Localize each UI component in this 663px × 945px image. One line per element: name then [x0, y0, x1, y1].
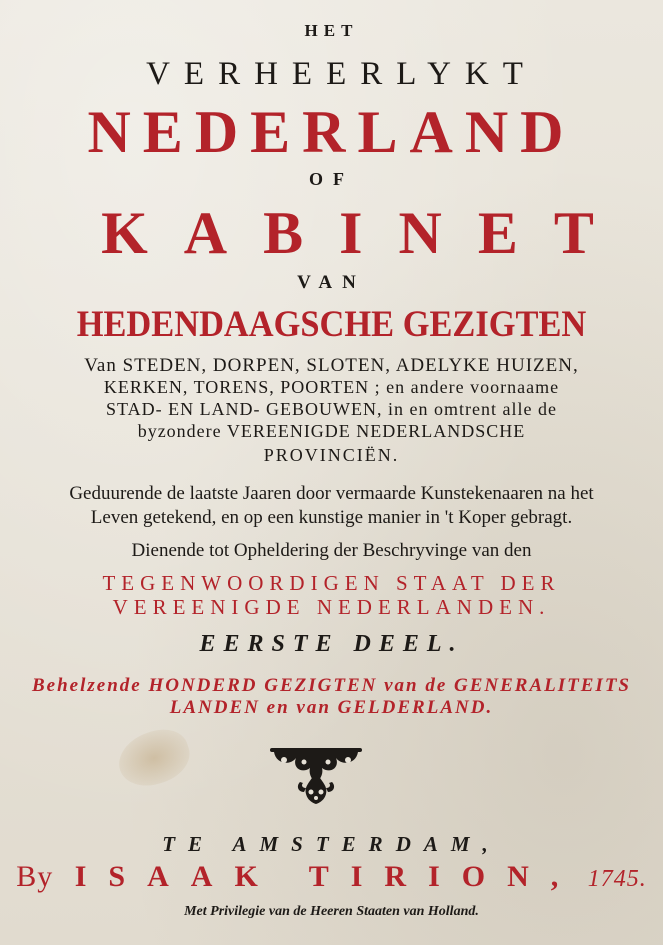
subtitle-line: KERKEN, TORENS, POORTEN ; en andere voornaame	[103, 377, 560, 397]
title-verheerlykt: VERHEERLYKT	[146, 56, 537, 92]
printers-ornament-icon	[266, 742, 366, 808]
title-nederland: NEDERLAND	[87, 99, 576, 165]
behelzende-line: Behelzende HONDERD GEZIGTEN van de GENERALITEITS	[32, 675, 631, 696]
title-of: OF	[309, 169, 354, 189]
imprint-year: 1745.	[587, 866, 647, 892]
eerste-deel: EERSTE DEEL.	[199, 631, 464, 657]
geduurende-line: Geduurende de laatste Jaaren door vermaarde Kunstekenaaren na het	[69, 483, 594, 504]
paper-stain	[112, 722, 197, 794]
subtitle-line: STAD- EN LAND- GEBOUWEN, in en omtrent alle de	[106, 399, 557, 419]
title-het: HET	[304, 21, 359, 40]
dienende-line: Dienende tot Opheldering der Beschryvinge van den	[131, 540, 532, 561]
subtitle-line: Van STEDEN, DORPEN, SLOTEN, ADELYKE HUIZEN,	[84, 355, 579, 376]
imprint-by: By	[16, 860, 54, 893]
imprint-line	[0, 862, 663, 892]
tegenwoordigen-line: VEREENIGDE NEDERLANDEN.	[112, 595, 551, 619]
title-kabinet: KABINET	[101, 200, 630, 266]
behelzende-line: LANDEN en van GELDERLAND.	[169, 697, 494, 718]
privilege-line: Met Privilegie van de Heeren Staaten van Holland.	[184, 904, 479, 919]
title-hedendaagsche-gezigten: HEDENDAAGSCHE GEZIGTEN	[76, 304, 587, 345]
subtitle-line: byzondere VEREENIGDE NEDERLANDSCHE	[137, 421, 526, 441]
imprint-publisher: ISAAK TIRION,	[74, 860, 581, 893]
imprint-city: TE AMSTERDAM,	[162, 832, 501, 856]
subtitle-line: PROVINCIËN.	[263, 445, 400, 465]
tegenwoordigen-line: TEGENWOORDIGEN STAAT DER	[102, 571, 561, 595]
title-van: VAN	[297, 272, 366, 293]
geduurende-line: Leven getekend, en op een kunstige manier in 't Koper gebragt.	[90, 507, 573, 528]
